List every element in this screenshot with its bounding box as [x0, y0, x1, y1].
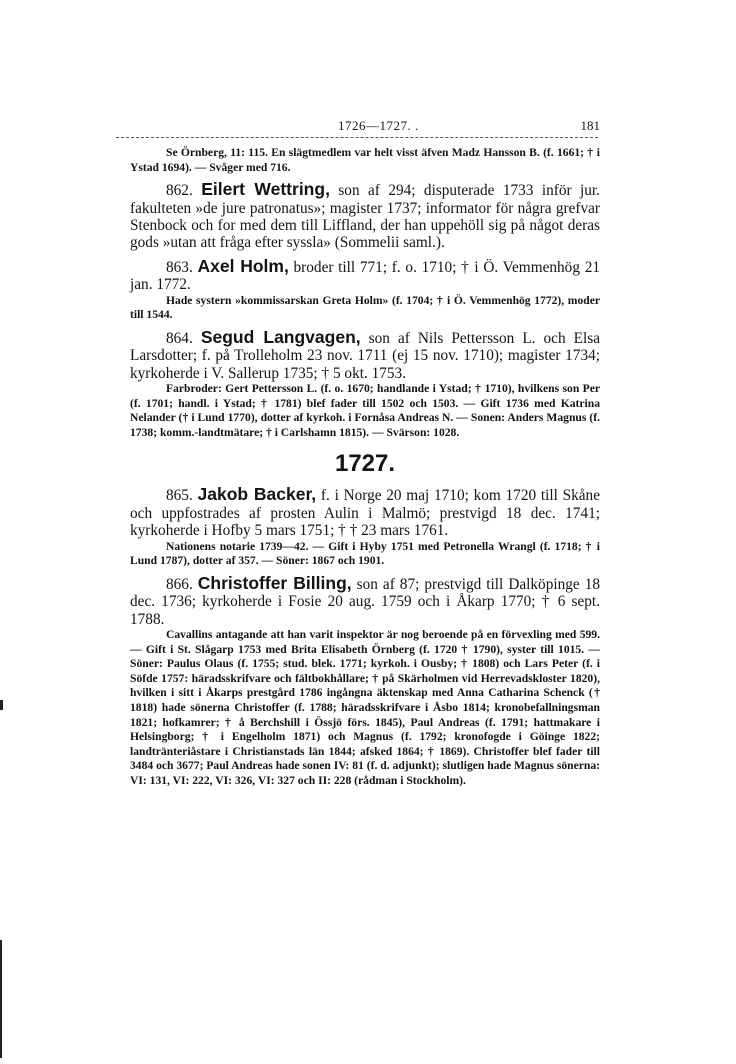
- entry-text: broder till 771; f. o. 1710; † i Ö. Vemmenhög 21 jan. 1772.: [130, 258, 600, 294]
- footnote-paragraph: Nationens notarie 1739—42. — Gift i Hyby 1751 med Petronella Wrangl (f. 1718; † i Lund 1787), dotter af 357. — Söner: 1867 och 1901.: [130, 539, 600, 568]
- entry-864: [130, 326, 600, 382]
- header-rule: [116, 137, 598, 138]
- scan-edge-mark: [0, 940, 2, 1058]
- entry-text: son af Nils Pettersson L. och Elsa Larsdotter; f. på Trolleholm 23 nov. 1711 (ej 15 nov. 1710); magister 1734; kyrkoherde i V. Sallerup 1735; † 5 okt. 1753.: [130, 329, 600, 382]
- entry-866: [130, 572, 600, 628]
- footnote-paragraph: Farbroder: Gert Pettersson L. (f. o. 1670; handlande i Ystad; † 1710), hvilkens son Per (f. 1701; handl. i Ystad; † 1781) blef fader till 1502 och 1503. — Gift 1736 med Katrina Nelander († i Lund 1770), dotter af kyrkoh. i Fornåsa Andreas N. — Sonen: Anders Magnus (f. 1738; komm.-landtmätare; † i Carlshamn 1815). — Svärson: 1028.: [130, 382, 600, 439]
- person-name: Jakob Backer,: [197, 484, 317, 505]
- entry-number: 866.: [166, 575, 193, 593]
- entry-text: son af 294; disputerade 1733 inför jur. fakulteten »de jure patronatus»; magister 1737; informator för några grefvar Stenbock och for med dem till Liffland, der han uppehöll sig på något deras gods »utan att fråga efter syssla» (Sommelii saml.).: [130, 182, 600, 252]
- person-name: Eilert Wettring,: [201, 179, 330, 200]
- entry-number: 862.: [166, 182, 193, 200]
- entry-865: [130, 486, 600, 539]
- footnote-paragraph: Hade systern »kommissarskan Greta Holm» (f. 1704; † i Ö. Vemmenhög 1772), moder till 1544.: [130, 293, 600, 322]
- entry-number: 863.: [166, 258, 193, 276]
- person-name: Axel Holm,: [197, 255, 289, 276]
- scan-edge-mark: [0, 700, 3, 710]
- entry-text: son af 87; prestvigd till Dalköpinge 18 dec. 1736; kyrkoherde i Fosie 20 aug. 1759 och i Åkarp 1770; † 6 sept. 1788.: [130, 575, 600, 628]
- page-body: [130, 146, 600, 789]
- entry-863: [130, 255, 600, 294]
- running-header: [130, 118, 600, 134]
- entry-862: [130, 181, 600, 252]
- entry-text: f. i Norge 20 maj 1710; kom 1720 till Skåne och uppfostrades af prosten Aulin i Malmö; prestvigd 18 dec. 1741; kyrkoherde i Hofby 5 mars 1751; † † 23 mars 1761.: [130, 487, 600, 540]
- entry-number: 864.: [166, 329, 193, 347]
- year-range: 1726—1727. .: [338, 118, 419, 133]
- person-name: Segud Langvagen,: [200, 326, 361, 347]
- entry-number: 865.: [166, 487, 193, 505]
- person-name: Christoffer Billing,: [197, 572, 352, 593]
- page-number: 181: [580, 118, 600, 133]
- footnote-paragraph: Se Örnberg, 11: 115. En slägtmedlem var helt visst äfven Madz Hansson B. (f. 1661; † i Ystad 1694). — Svåger med 716.: [130, 146, 600, 174]
- footnote-paragraph: Cavallins antagande att han varit inspektor är nog beroende på en förvexling med 599. — Gift i St. Slågarp 1753 med Brita Elisabeth Örnberg (f. 1720 † 1790), syster till 1015. — Söner: Paulus Olaus (f. 1755; stud. blek. 1771; kyrkoh. i Ousby; † 1808) och Lars Peter (f. i Söfde 1757: häradsskrifvare och fältbokhållare; † på Skärholmen vid Herrevadskloster 1820), hvilken i sitt i Åkarps prestgård 1786 ingångna äktenskap med Anna Catharina Schenck († 1818) hade sönerna Christoffer (f. 1788; häradsskrifvare i Åsbo 1814; kronobefallningsman 1821; hofkamrer; † å Berchshill i Össjö förs. 1845), Paul Andreas (f. 1791; hattmakare i Helsingborg; † i Engelholm 1871) och Magnus (f. 1792; kronofogde i Göinge 1822; landtränteriåstare i Christianstads län 1844; afsked 1864; † 1869). Christoffer blef fader till 3484 och 3677; Paul Andreas hade sonen IV: 81 (f. d. adjunkt); slutligen hade Magnus sönerna: VI: 131, VI: 222, VI: 326, VI: 327 och II: 228 (rådman i Stockholm).: [130, 628, 600, 787]
- year-heading: 1727.: [334, 450, 396, 478]
